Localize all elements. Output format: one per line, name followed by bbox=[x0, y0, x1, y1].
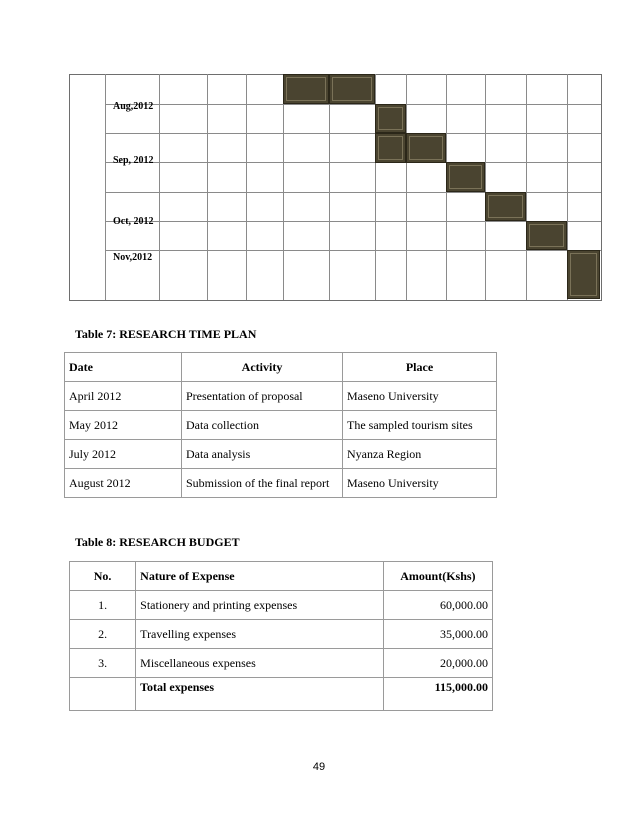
cell-date: May 2012 bbox=[65, 411, 182, 440]
gantt-bar bbox=[329, 74, 375, 104]
cell-nature: Stationery and printing expenses bbox=[136, 591, 384, 620]
gantt-column-line bbox=[283, 74, 284, 300]
table-row bbox=[65, 440, 497, 469]
table-row bbox=[70, 649, 493, 678]
gantt-column-line bbox=[207, 74, 208, 300]
gantt-column-line bbox=[526, 74, 527, 300]
cell-amount: 35,000.00 bbox=[383, 620, 492, 649]
header-activity: Activity bbox=[182, 353, 343, 382]
gantt-row-line bbox=[105, 192, 601, 193]
header-nature: Nature of Expense bbox=[136, 562, 384, 591]
budget-table bbox=[69, 561, 493, 711]
cell-date: August 2012 bbox=[65, 469, 182, 498]
table-header-row bbox=[70, 562, 493, 591]
gantt-row-line bbox=[105, 133, 601, 134]
gantt-bar bbox=[406, 133, 446, 163]
table-header-row bbox=[65, 353, 497, 382]
header-amount: Amount(Kshs) bbox=[383, 562, 492, 591]
header-date: Date bbox=[65, 353, 182, 382]
table-row bbox=[65, 382, 497, 411]
gantt-bar bbox=[567, 250, 600, 299]
table-row bbox=[70, 620, 493, 649]
cell-activity: Presentation of proposal bbox=[182, 382, 343, 411]
table-row bbox=[70, 591, 493, 620]
gantt-bar bbox=[485, 192, 526, 221]
gantt-row-line bbox=[105, 162, 601, 163]
cell-activity: Data collection bbox=[182, 411, 343, 440]
gantt-bar bbox=[283, 74, 329, 104]
cell-amount: 60,000.00 bbox=[383, 591, 492, 620]
gantt-column-line bbox=[105, 74, 106, 300]
total-label: Total expenses bbox=[136, 678, 384, 711]
cell-place: Maseno University bbox=[343, 382, 497, 411]
cell-amount: 20,000.00 bbox=[383, 649, 492, 678]
cell-place: Maseno University bbox=[343, 469, 497, 498]
page-number: 49 bbox=[312, 761, 326, 773]
gantt-column-line bbox=[406, 74, 407, 300]
gantt-row-line bbox=[105, 250, 601, 251]
cell-activity: Submission of the final report bbox=[182, 469, 343, 498]
gantt-column-line bbox=[329, 74, 330, 300]
budget-caption: Table 8: RESEARCH BUDGET bbox=[75, 535, 240, 549]
total-row bbox=[70, 678, 493, 711]
time-plan-table bbox=[64, 352, 497, 498]
gantt-month-label: Aug,2012 bbox=[113, 101, 154, 112]
table-row bbox=[65, 469, 497, 498]
gantt-column-line bbox=[159, 74, 160, 300]
gantt-bar bbox=[526, 221, 567, 250]
cell-date: April 2012 bbox=[65, 382, 182, 411]
gantt-column-line bbox=[485, 74, 486, 300]
gantt-month-label: Sep, 2012 bbox=[113, 155, 154, 166]
gantt-month-label: Nov,2012 bbox=[113, 252, 153, 263]
gantt-bar bbox=[375, 104, 406, 133]
gantt-bar bbox=[446, 162, 485, 192]
cell-place: Nyanza Region bbox=[343, 440, 497, 469]
cell-date: July 2012 bbox=[65, 440, 182, 469]
header-place: Place bbox=[343, 353, 497, 382]
cell-place: The sampled tourism sites bbox=[343, 411, 497, 440]
header-no: No. bbox=[70, 562, 136, 591]
gantt-chart bbox=[69, 74, 601, 300]
cell-nature: Travelling expenses bbox=[136, 620, 384, 649]
cell-no: 1. bbox=[70, 591, 136, 620]
gantt-row-line bbox=[105, 104, 601, 105]
cell-no: 2. bbox=[70, 620, 136, 649]
gantt-month-label: Oct, 2012 bbox=[113, 216, 154, 227]
time-plan-caption: Table 7: RESEARCH TIME PLAN bbox=[75, 327, 257, 341]
gantt-bar bbox=[375, 133, 406, 163]
cell-activity: Data analysis bbox=[182, 440, 343, 469]
total-amount: 115,000.00 bbox=[383, 678, 492, 711]
cell-nature: Miscellaneous expenses bbox=[136, 649, 384, 678]
gantt-column-line bbox=[246, 74, 247, 300]
table-row bbox=[65, 411, 497, 440]
cell-no: 3. bbox=[70, 649, 136, 678]
cell-no-empty bbox=[70, 678, 136, 711]
